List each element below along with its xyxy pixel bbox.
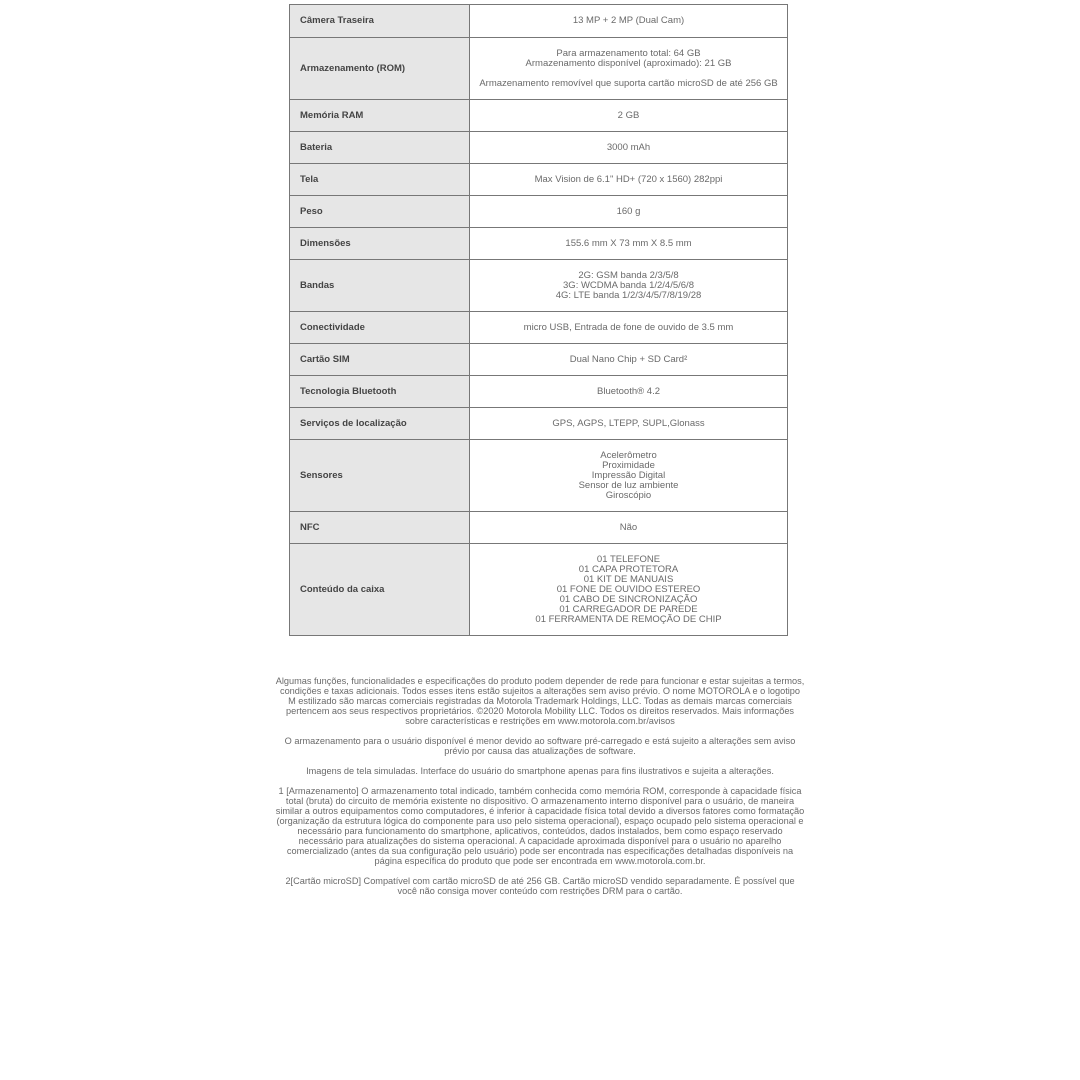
spec-value: Acelerômetro Proximidade Impressão Digital Sensor de luz ambiente Giroscópio: [470, 440, 788, 512]
spec-value: Bluetooth® 4.2: [470, 376, 788, 408]
spec-label: Bateria: [290, 132, 470, 164]
microsd-footnote: 2[Cartão microSD] Compatível com cartão microSD de até 256 GB. Cartão microSD vendido separadamente. É possível que você não consiga mover conteúdo com restrições DRM para o cartão.: [285, 876, 795, 896]
spec-row-screen: [290, 164, 788, 196]
spec-label: Serviços de localização: [290, 408, 470, 440]
spec-value: 13 MP + 2 MP (Dual Cam): [470, 5, 788, 38]
spec-value: GPS, AGPS, LTEPP, SUPL,Glonass: [470, 408, 788, 440]
spec-value: 01 TELEFONE 01 CAPA PROTETORA 01 KIT DE MANUAIS 01 FONE DE OUVIDO ESTEREO 01 CABO DE SINCRONIZAÇÃO 01 CARREGADOR DE PAREDE 01 FERRAMENTA DE REMOÇÃO DE CHIP: [470, 544, 788, 636]
spec-label: Peso: [290, 196, 470, 228]
spec-row-battery: [290, 132, 788, 164]
spec-label: Dimensões: [290, 228, 470, 260]
spec-row-bluetooth: [290, 376, 788, 408]
spec-row-storage: [290, 38, 788, 100]
spec-value: 160 g: [470, 196, 788, 228]
spec-row-nfc: [290, 512, 788, 544]
spec-value: Dual Nano Chip + SD Card²: [470, 344, 788, 376]
spec-row-box-contents: [290, 544, 788, 636]
spec-row-weight: [290, 196, 788, 228]
spec-value: Max Vision de 6.1" HD+ (720 x 1560) 282ppi: [470, 164, 788, 196]
spec-value: 155.6 mm X 73 mm X 8.5 mm: [470, 228, 788, 260]
legal-notes: [275, 676, 805, 906]
spec-label: Conteúdo da caixa: [290, 544, 470, 636]
simulated-images-note: Imagens de tela simuladas. Interface do usuário do smartphone apenas para fins ilustrativos e sujeita a alterações.: [306, 766, 774, 776]
storage-footnote: 1 [Armazenamento] O armazenamento total indicado, também conhecida como memória ROM, corresponde à capacidade física total (bruta) do circuito de memória existente no dispositivo. O armazenamento interno disponível para o usuário, de maneira similar a outros equipamentos como computadores, é inferior à capacidade física total devido a diversos fatores como formatação (organização da estrutura lógica do componente para uso pelo sistema operacional), espaço ocupado pelo sistema operacional e necessário para funcionamento do smartphone, aplicativos, conteúdos, dados instalados, bem como espaço reservado necessário para atualizações do sistema operacional. A capacidade aproximada disponível para o usuário no aparelho comercializado (antes da sua configuração pelo usuário) pode ser encontrada nas especificações detalhadas disponíveis na página específica do produto que pode ser encontrada em www.motorola.com.br.: [275, 786, 805, 866]
spec-value: micro USB, Entrada de fone de ouvido de 3.5 mm: [470, 312, 788, 344]
spec-row-ram: [290, 100, 788, 132]
spec-label: Memória RAM: [290, 100, 470, 132]
spec-row-sim: [290, 344, 788, 376]
spec-label: Cartão SIM: [290, 344, 470, 376]
spec-value: 3000 mAh: [470, 132, 788, 164]
spec-value: Não: [470, 512, 788, 544]
spec-row-bands: [290, 260, 788, 312]
spec-label: Conectividade: [290, 312, 470, 344]
spec-label: Sensores: [290, 440, 470, 512]
spec-row-connectivity: [290, 312, 788, 344]
spec-row-dimensions: [290, 228, 788, 260]
spec-row-location: [290, 408, 788, 440]
spec-row-sensors: [290, 440, 788, 512]
spec-value: 2G: GSM banda 2/3/5/8 3G: WCDMA banda 1/2/4/5/6/8 4G: LTE banda 1/2/3/4/5/7/8/19/28: [470, 260, 788, 312]
spec-value: Para armazenamento total: 64 GB Armazenamento disponível (aproximado): 21 GB Armazenamento removível que suporta cartão microSD de até 256 GB: [470, 38, 788, 100]
spec-label: Tecnologia Bluetooth: [290, 376, 470, 408]
spec-label: Bandas: [290, 260, 470, 312]
spec-label: Tela: [290, 164, 470, 196]
spec-row-camera: [290, 5, 788, 38]
spec-value: 2 GB: [470, 100, 788, 132]
storage-note: O armazenamento para o usuário disponível é menor devido ao software pré-carregado e está sujeito a alterações sem aviso prévio por causa das atualizações de software.: [284, 736, 796, 756]
spec-table: [289, 4, 788, 636]
spec-label: Câmera Traseira: [290, 5, 470, 38]
legal-disclaimer: Algumas funções, funcionalidades e especificações do produto podem depender de rede para funcionar e estar sujeitas a termos, condições e taxas adicionais. Todos esses itens estão sujeitos a alterações sem aviso prévio. O nome MOTOROLA e o logotipo M estilizado são marcas comerciais registradas da Motorola Trademark Holdings, LLC. Todas as demais marcas comerciais pertencem aos seus respectivos proprietários. ©2020 Motorola Mobility LLC. Todos os direitos reservados. Mais informações sobre características e restrições em www.motorola.com.br/avisos: [275, 676, 805, 726]
spec-label: Armazenamento (ROM): [290, 38, 470, 100]
spec-label: NFC: [290, 512, 470, 544]
